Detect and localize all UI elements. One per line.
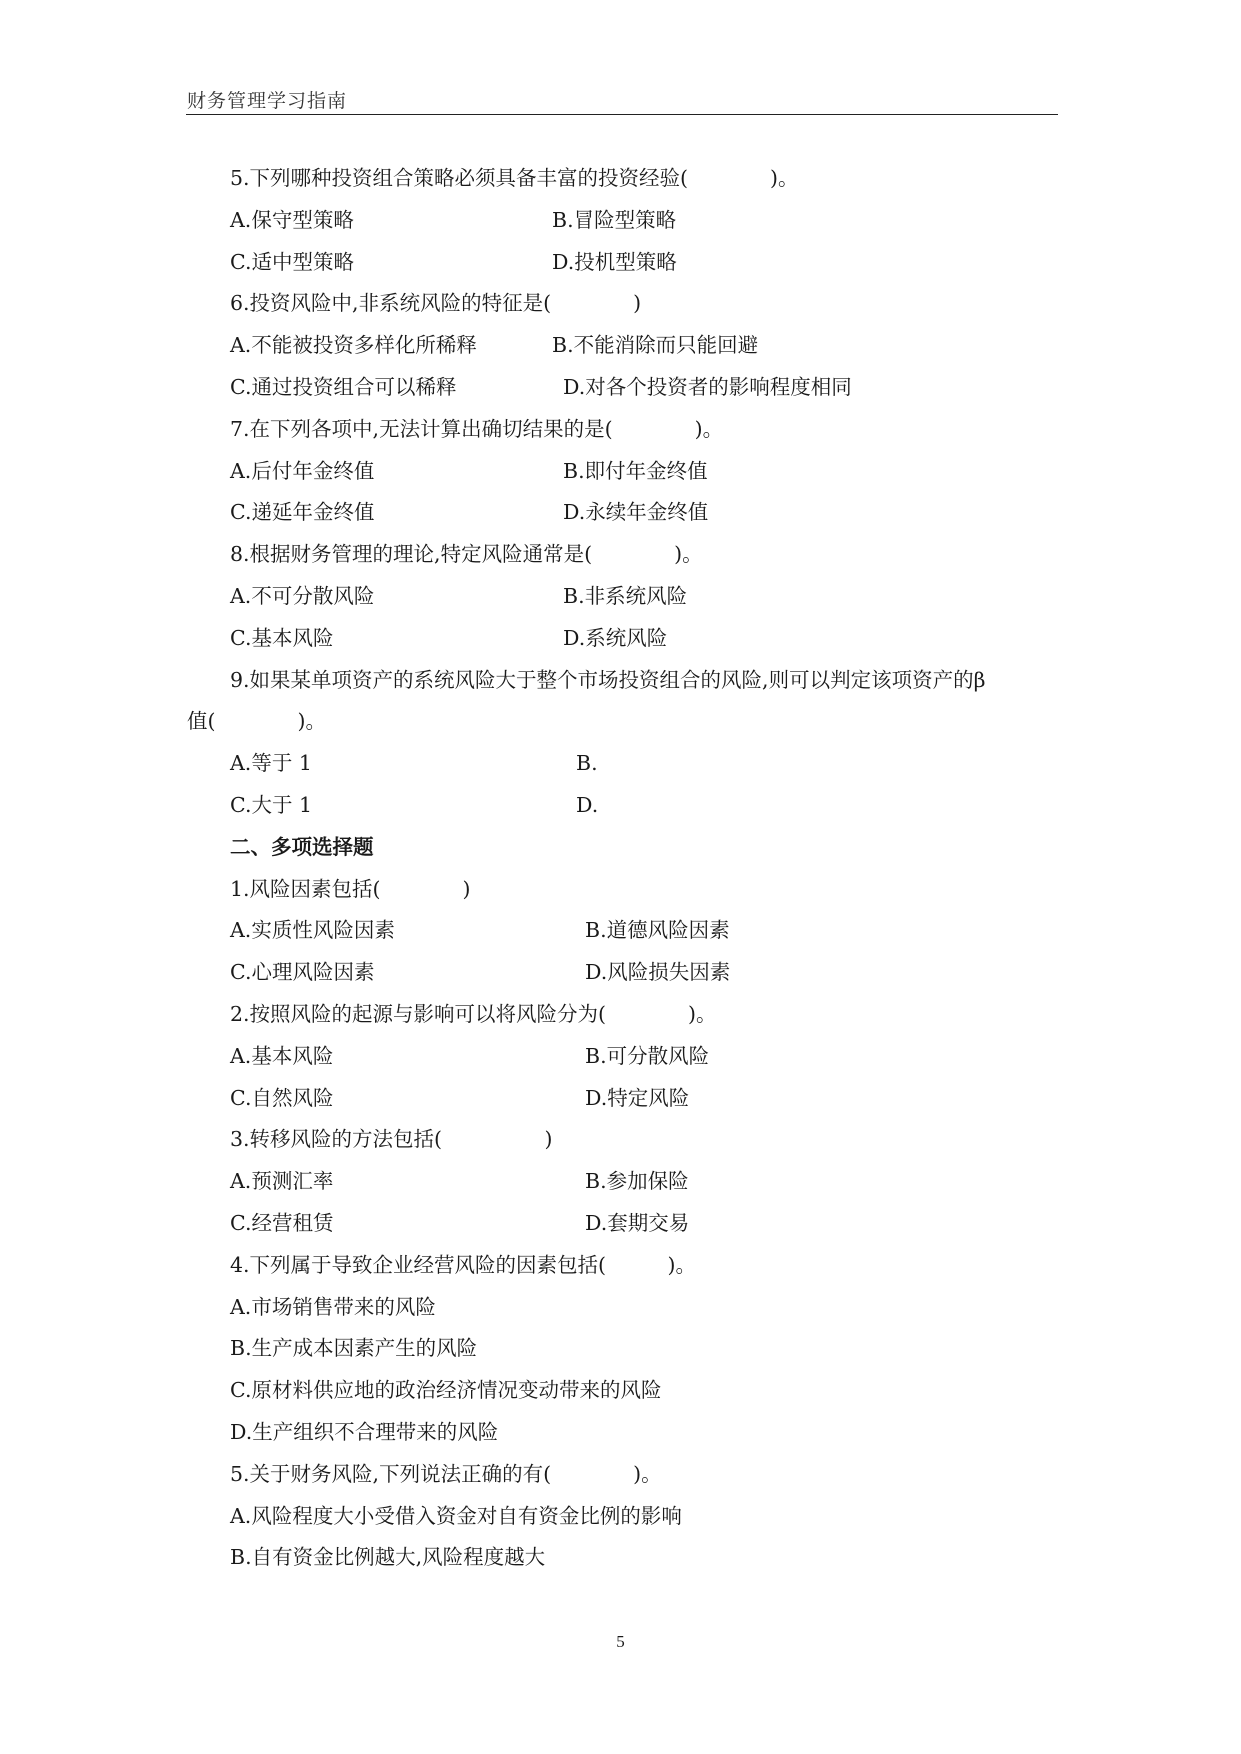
question-text: 1.风险因素包括( ) [230, 876, 471, 901]
question-stem [187, 1245, 1059, 1287]
option-right: B.道德风险因素 [585, 918, 730, 943]
page-number: 5 [616, 1632, 625, 1651]
option-right: B.不能消除而只能回避 [552, 333, 759, 358]
option-left: A.预测汇率 [230, 1169, 334, 1194]
option-row [187, 743, 1059, 785]
question-text: 5.关于财务风险,下列说法正确的有( )。 [230, 1461, 662, 1486]
question-list [187, 158, 1059, 1579]
option-row [187, 1328, 1059, 1370]
section-heading [187, 827, 1059, 869]
option-right: D. [576, 792, 599, 817]
option-row [187, 1287, 1059, 1329]
option-text: A.风险程度大小受借入资金对自有资金比例的影响 [230, 1503, 682, 1528]
option-row [187, 492, 1059, 534]
option-text: A.市场销售带来的风险 [230, 1294, 436, 1319]
question-text: 8.根据财务管理的理论,特定风险通常是( )。 [230, 542, 703, 567]
question-text: 3.转移风险的方法包括( ) [230, 1127, 553, 1152]
option-right: D.系统风险 [563, 625, 668, 650]
option-left: C.递延年金终值 [230, 500, 375, 525]
option-left: C.基本风险 [230, 625, 334, 650]
section-heading-text: 二、多项选择题 [230, 834, 374, 859]
question-text: 5.下列哪种投资组合策略必须具备丰富的投资经验( )。 [230, 166, 799, 190]
option-row [187, 785, 1059, 827]
option-left: C.经营租赁 [230, 1210, 334, 1235]
option-row [187, 1537, 1059, 1579]
question-stem [187, 869, 1059, 911]
question-stem [187, 994, 1059, 1036]
option-right: B.可分散风险 [585, 1043, 710, 1068]
option-text: B.自有资金比例越大,风险程度越大 [230, 1545, 546, 1570]
option-row [187, 451, 1059, 493]
option-row [187, 1412, 1059, 1454]
option-right: B.即付年金终值 [563, 458, 708, 483]
option-left: A.保守型策略 [230, 207, 354, 232]
option-left: A.基本风险 [230, 1043, 334, 1068]
option-row [187, 325, 1059, 367]
question-text: 9.如果某单项资产的系统风险大于整个市场投资组合的风险,则可以判定该项资产的β [230, 667, 986, 692]
question-stem [187, 1119, 1059, 1161]
option-left: A.实质性风险因素 [230, 918, 395, 943]
option-row [187, 618, 1059, 660]
question-text: 4.下列属于导致企业经营风险的因素包括( )。 [230, 1252, 697, 1277]
option-row [187, 200, 1059, 242]
option-left: C.大于 1 [230, 792, 313, 817]
question-text: 6.投资风险中,非系统风险的特征是( ) [230, 291, 642, 316]
option-row [187, 1370, 1059, 1412]
option-row [187, 1496, 1059, 1538]
question-stem [187, 158, 1059, 200]
question-text: 2.按照风险的起源与影响可以将风险分为( )。 [230, 1001, 717, 1026]
question-stem-continuation [187, 701, 1059, 743]
option-row [187, 910, 1059, 952]
option-left: A.等于 1 [230, 751, 312, 776]
option-left: A.不可分散风险 [230, 583, 375, 608]
option-row [187, 1036, 1059, 1078]
option-row [187, 576, 1059, 618]
option-left: A.不能被投资多样化所稀释 [230, 333, 477, 358]
option-right: B.非系统风险 [563, 583, 688, 608]
question-stem [187, 1454, 1059, 1496]
option-right: D.风险损失因素 [585, 960, 731, 985]
question-stem [187, 283, 1059, 325]
option-text: D.生产组织不合理带来的风险 [230, 1419, 499, 1444]
option-left: C.通过投资组合可以稀释 [230, 374, 457, 399]
option-right: B. [576, 751, 598, 776]
option-right: D.投机型策略 [552, 249, 677, 274]
option-row [187, 367, 1059, 409]
option-right: B.参加保险 [585, 1169, 689, 1194]
running-header-title: 财务管理学习指南 [187, 90, 348, 112]
option-right: D.特定风险 [585, 1085, 690, 1110]
option-row [187, 952, 1059, 994]
option-right: D.套期交易 [585, 1210, 690, 1235]
option-text: B.生产成本因素产生的风险 [230, 1336, 478, 1361]
option-right: B.冒险型策略 [552, 207, 677, 232]
question-stem [187, 409, 1059, 451]
option-right: D.对各个投资者的影响程度相同 [563, 374, 852, 399]
option-left: C.自然风险 [230, 1085, 334, 1110]
option-left: C.适中型策略 [230, 249, 354, 274]
option-row [187, 1161, 1059, 1203]
option-left: A.后付年金终值 [230, 458, 375, 483]
question-stem [187, 534, 1059, 576]
option-right: D.永续年金终值 [563, 500, 709, 525]
option-row [187, 242, 1059, 284]
question-text: 7.在下列各项中,无法计算出确切结果的是( )。 [230, 416, 724, 441]
question-stem [187, 660, 1059, 702]
option-left: C.心理风险因素 [230, 960, 375, 985]
option-row [187, 1203, 1059, 1245]
option-text: C.原材料供应地的政治经济情况变动带来的风险 [230, 1378, 662, 1403]
question-text: 值( )。 [187, 709, 326, 734]
header-divider [186, 114, 1058, 115]
option-row [187, 1078, 1059, 1120]
